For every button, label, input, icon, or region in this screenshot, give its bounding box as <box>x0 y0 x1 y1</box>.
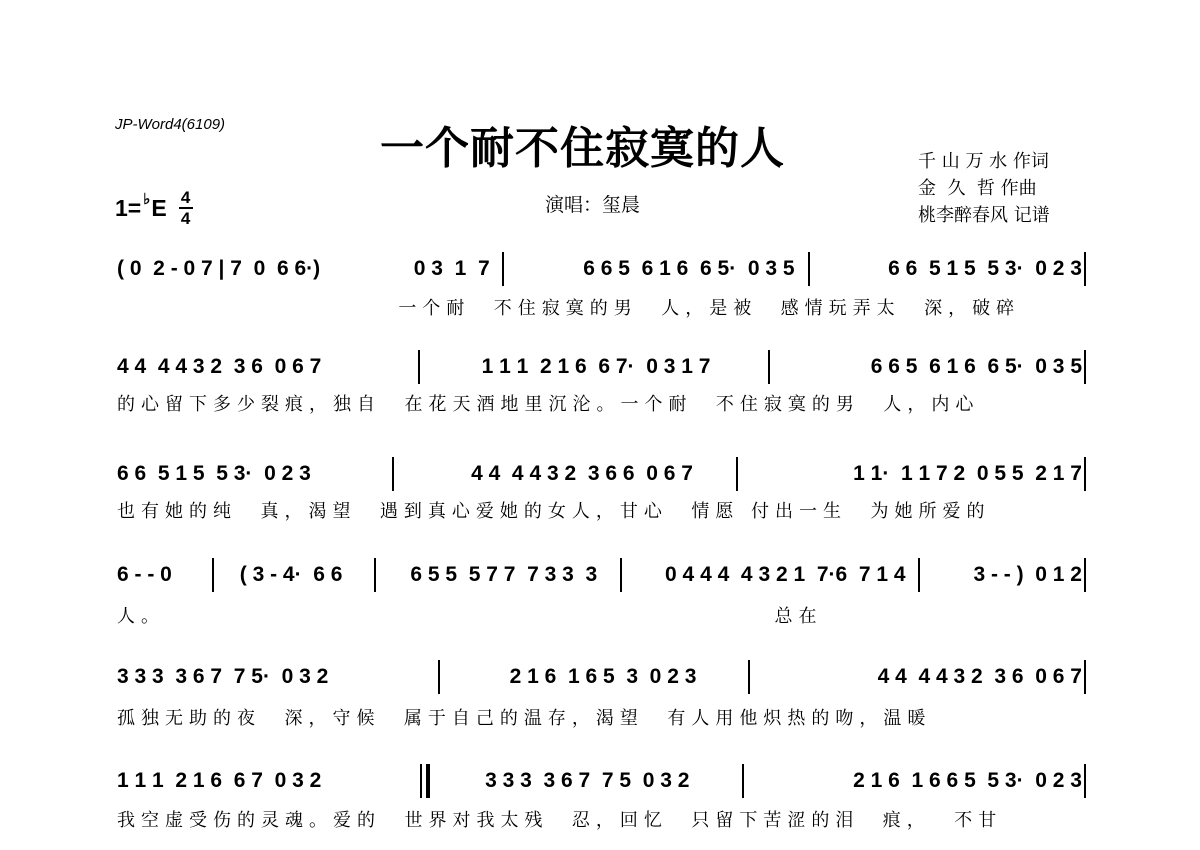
notation-line <box>117 457 1082 491</box>
barline <box>1084 252 1086 286</box>
lyrics-line: 的心留下多少裂痕，独自 在花天酒地里沉沦。一个耐 不住寂寞的男 人，内心 <box>117 394 980 415</box>
software-source-label: JP-Word4(6109) <box>115 116 226 133</box>
lyrics-line: 我空虚受伤的灵魂。爱的 世界对我太残 忍，回忆 只留下苦涩的泪 痕， 不甘 <box>117 810 1003 831</box>
measure: 1 1· 1 1 7 2 0 5 5 2 1 7 <box>853 462 1082 485</box>
barline <box>418 350 420 384</box>
time-signature-bottom: 4 <box>180 209 191 228</box>
measure: 6 6 5 1 5 5 3· 0 2 3 <box>117 462 311 485</box>
measure: 3 - - ) 0 1 2 <box>973 563 1082 586</box>
barline <box>748 660 750 694</box>
barline <box>502 252 504 286</box>
measure: 4 4 4 4 3 2 3 6 0 6 7 <box>877 665 1082 688</box>
notation-line <box>117 660 1082 694</box>
song-title: 一个耐不住寂寞的人 <box>380 123 785 174</box>
barline <box>768 350 770 384</box>
measure: ( 3 - 4· 6 6 <box>239 563 343 586</box>
barline <box>1084 558 1086 592</box>
barline <box>918 558 920 592</box>
measure: ( 0 2 - 0 7 | 7 0 6 6·) <box>117 257 321 280</box>
barline <box>742 764 744 798</box>
barline <box>1084 660 1086 694</box>
barline <box>1084 350 1086 384</box>
measure: 2 1 6 1 6 5 3 0 2 3 <box>509 665 697 688</box>
barline <box>212 558 214 592</box>
credits-block <box>918 148 1050 229</box>
lyrics-line: 一个耐 不住寂寞的男 人，是被 感情玩弄太 深，破碎 <box>117 298 1021 319</box>
lyrics-line: 人。 总在 <box>117 606 823 627</box>
transcriber-credit: 桃李醉春风 记谱 <box>918 205 1050 226</box>
barline <box>808 252 810 286</box>
measure: 1 1 1 2 1 6 6 7 0 3 2 <box>117 769 322 792</box>
barline <box>374 558 376 592</box>
measure: 0 4 4 4 4 3 2 1 7·6 7 1 4 <box>665 563 906 586</box>
key-signature <box>115 186 193 230</box>
measure: 6 - - 0 <box>117 563 172 586</box>
key-note: E <box>151 194 167 221</box>
measure: 4 4 4 4 3 2 3 6 6 0 6 7 <box>471 462 693 485</box>
measure: 6 5 5 5 7 7 7 3 3 3 <box>410 563 598 586</box>
barline <box>1084 764 1086 798</box>
flat-icon: ♭ <box>143 191 151 208</box>
measure: 6 6 5 1 5 5 3· 0 2 3 <box>888 257 1082 280</box>
barline <box>620 558 622 592</box>
measure: 1 1 1 2 1 6 6 7· 0 3 1 7 <box>481 355 711 378</box>
lyricist-credit: 千 山 万 水 作词 <box>918 151 1049 172</box>
lyrics-line: 也有她的纯 真，渴望 遇到真心爱她的女人，甘心 情愿 付出一生 为她所爱的 <box>117 501 991 522</box>
measure: 3 3 3 3 6 7 7 5· 0 3 2 <box>117 665 329 688</box>
measure: 0 3 1 7 <box>413 257 490 280</box>
key-prefix: 1= <box>115 194 142 221</box>
notation-line <box>117 350 1082 384</box>
notation-line <box>117 252 1082 286</box>
lyrics-line: 孤独无助的夜 深，守候 属于自己的温存，渴望 有人用他炽热的吻，温暖 <box>117 708 932 729</box>
measure: 6 6 5 6 1 6 6 5· 0 3 5 <box>870 355 1082 378</box>
measure: 4 4 4 4 3 2 3 6 0 6 7 <box>117 355 322 378</box>
barline <box>1084 457 1086 491</box>
notation-line <box>117 558 1082 592</box>
composer-credit: 金 久 哲 作曲 <box>918 178 1037 199</box>
singer-label: 演唱：玺晨 <box>545 194 641 216</box>
barline <box>736 457 738 491</box>
measure: 6 6 5 6 1 6 6 5· 0 3 5 <box>583 257 795 280</box>
measure: 3 3 3 3 6 7 7 5 0 3 2 <box>485 769 690 792</box>
barline <box>392 457 394 491</box>
barline <box>438 660 440 694</box>
time-signature-top: 4 <box>180 188 191 207</box>
time-signature <box>179 189 193 227</box>
measure: 2 1 6 1 6 6 5 5 3· 0 2 3 <box>853 769 1082 792</box>
repeat-barline <box>420 764 422 798</box>
notation-line <box>117 764 1082 798</box>
repeat-barline-thick <box>426 764 430 798</box>
